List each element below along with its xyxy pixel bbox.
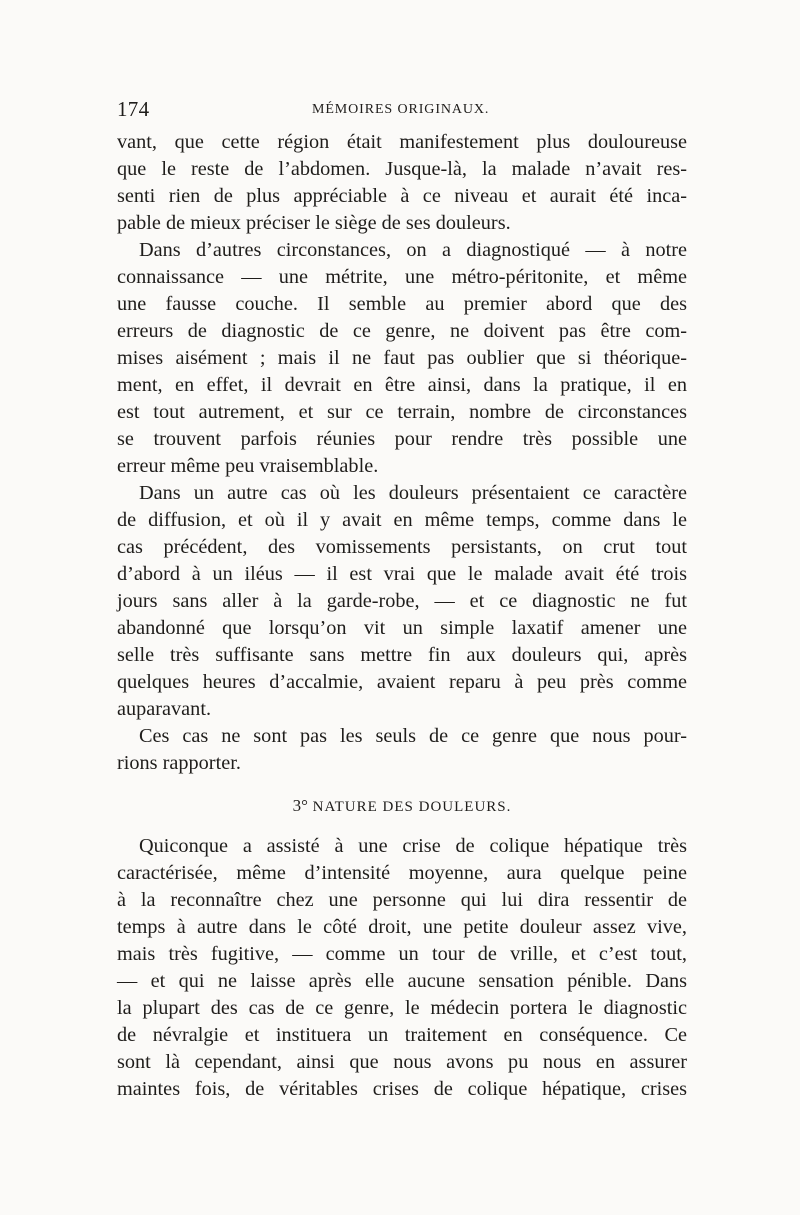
text-line: rions rapporter. xyxy=(117,752,241,774)
text-line: — et qui ne laisse après elle aucune sensation pénible. Dans xyxy=(117,970,687,992)
text-line: à la reconnaître chez une personne qui lui dira ressentir de xyxy=(117,889,687,911)
text-line: de diffusion, et où il y avait en même temps, comme dans le xyxy=(117,509,687,531)
text-line: maintes fois, de véritables crises de colique hépatique, crises xyxy=(117,1078,687,1100)
section-title: NATURE DES DOULEURS. xyxy=(312,799,512,815)
text-line: erreurs de diagnostic de ce genre, ne doivent pas être com- xyxy=(117,320,687,342)
text-line: Ces cas ne sont pas les seuls de ce genre que nous pour- xyxy=(139,725,687,747)
text-line: Dans un autre cas où les douleurs présentaient ce caractère xyxy=(139,482,687,504)
running-title: MÉMOIRES ORIGINAUX. xyxy=(312,102,490,117)
text-line: se trouvent parfois réunies pour rendre très possible une xyxy=(117,428,687,450)
text-line: Quiconque a assisté à une crise de colique hépatique très xyxy=(139,835,687,857)
section-number: 3° xyxy=(292,796,308,815)
paragraph-continuation xyxy=(117,129,687,237)
text-line: la plupart des cas de ce genre, le médecin portera le diagnostic xyxy=(117,997,687,1019)
text-line: quelques heures d’accalmie, avaient reparu à peu près comme xyxy=(117,671,687,693)
text-line: senti rien de plus appréciable à ce niveau et aurait été inca- xyxy=(117,185,687,207)
page-number: 174 xyxy=(117,97,150,121)
paragraph-ileus-case xyxy=(117,480,687,723)
text-line: temps à autre dans le côté droit, une petite douleur assez vive, xyxy=(117,916,687,938)
paragraph-other-cases xyxy=(117,723,687,777)
paragraph-misdiagnoses xyxy=(117,237,687,480)
text-line: de névralgie et instituera un traitement en conséquence. Ce xyxy=(117,1024,687,1046)
text-line: cas précédent, des vomissements persistants, on crut tout xyxy=(117,536,687,558)
text-line: vant, que cette région était manifestement plus douloureuse xyxy=(117,131,687,153)
text-line: d’abord à un iléus — il est vrai que le malade avait été trois xyxy=(117,563,687,585)
text-line: sont là cependant, ainsi que nous avons pu nous en assurer xyxy=(117,1051,687,1073)
paragraph-nature-of-pain xyxy=(117,833,687,1103)
text-line: caractérisée, même d’intensité moyenne, aura quelque peine xyxy=(117,862,687,884)
text-line: connaissance — une métrite, une métro-péritonite, et même xyxy=(117,266,687,288)
text-line: Dans d’autres circonstances, on a diagnostiqué — à notre xyxy=(139,239,687,261)
text-line: selle très suffisante sans mettre fin aux douleurs qui, après xyxy=(117,644,687,666)
running-head xyxy=(117,96,697,126)
text-line: erreur même peu vraisemblable. xyxy=(117,455,379,477)
text-line: mises aisément ; mais il ne faut pas oublier que si théorique- xyxy=(117,347,687,369)
text-line: que le reste de l’abdomen. Jusque-là, la malade n’avait res- xyxy=(117,158,687,180)
text-line: jours sans aller à la garde-robe, — et ce diagnostic ne fut xyxy=(117,590,687,612)
section-heading xyxy=(117,785,687,827)
text-line: mais très fugitive, — comme un tour de vrille, et c’est tout, xyxy=(117,943,687,965)
text-line: pable de mieux préciser le siège de ses douleurs. xyxy=(117,212,511,234)
text-line: une fausse couche. Il semble au premier abord que des xyxy=(117,293,687,315)
text-line: ment, en effet, il devrait en être ainsi, dans la pratique, il en xyxy=(117,374,687,396)
text-line: est tout autrement, et sur ce terrain, nombre de circonstances xyxy=(117,401,687,423)
body-text xyxy=(117,129,687,1103)
text-line: abandonné que lorsqu’on vit un simple laxatif amener une xyxy=(117,617,687,639)
text-line: auparavant. xyxy=(117,698,212,720)
